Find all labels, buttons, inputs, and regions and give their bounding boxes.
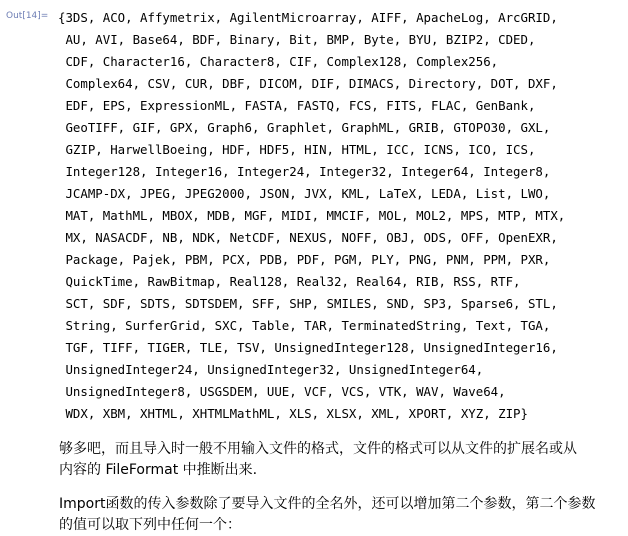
- output-line: TGF, TIFF, TIGER, TLE, TSV, UnsignedInteger128, UnsignedInteger16,: [58, 340, 558, 355]
- output-line: MX, NASACDF, NB, NDK, NetCDF, NEXUS, NOFF, OBJ, ODS, OFF, OpenEXR,: [58, 230, 558, 245]
- output-line: Integer128, Integer16, Integer24, Integer32, Integer64, Integer8,: [58, 164, 551, 179]
- paragraph-line: Import函数的传入参数除了要导入文件的全名外，还可以增加第二个参数，第二个参数: [59, 496, 596, 512]
- import-formats-output: [58, 7, 623, 425]
- output-line: {3DS, ACO, Affymetrix, AgilentMicroarray, AIFF, ApacheLog, ArcGRID,: [58, 10, 558, 25]
- paragraph-format-inference: [59, 439, 624, 481]
- output-line: UnsignedInteger8, USGSDEM, UUE, VCF, VCS, VTK, WAV, Wave64,: [58, 384, 506, 399]
- output-line: MAT, MathML, MBOX, MDB, MGF, MIDI, MMCIF, MOL, MOL2, MPS, MTP, MTX,: [58, 208, 566, 223]
- output-line: EDF, EPS, ExpressionML, FASTA, FASTQ, FCS, FITS, FLAC, GenBank,: [58, 98, 536, 113]
- paragraph-import-arguments: [59, 494, 624, 536]
- output-line: SCT, SDF, SDTS, SDTSDEM, SFF, SHP, SMILES, SND, SP3, Sparse6, STL,: [58, 296, 558, 311]
- paragraph-line: 内容的 FileFormat 中推断出来.: [59, 462, 258, 478]
- output-line: GeoTIFF, GIF, GPX, Graph6, Graphlet, GraphML, GRIB, GTOPO30, GXL,: [58, 120, 551, 135]
- output-line: CDF, Character16, Character8, CIF, Complex128, Complex256,: [58, 54, 499, 69]
- output-line: Package, Pajek, PBM, PCX, PDB, PDF, PGM, PLY, PNG, PNM, PPM, PXR,: [58, 252, 551, 267]
- output-line: String, SurferGrid, SXC, Table, TAR, TerminatedString, Text, TGA,: [58, 318, 551, 333]
- paragraph-line: 的值可以取下列中任何一个：: [59, 517, 241, 533]
- output-line: GZIP, HarwellBoeing, HDF, HDF5, HIN, HTML, ICC, ICNS, ICO, ICS,: [58, 142, 536, 157]
- output-line: AU, AVI, Base64, BDF, Binary, Bit, BMP, Byte, BYU, BZIP2, CDED,: [58, 32, 536, 47]
- output-line: JCAMP-DX, JPEG, JPEG2000, JSON, JVX, KML, LaTeX, LEDA, List, LWO,: [58, 186, 551, 201]
- output-line: UnsignedInteger24, UnsignedInteger32, UnsignedInteger64,: [58, 362, 484, 377]
- paragraph-line: 够多吧，而且导入时一般不用输入文件的格式，文件的格式可以从文件的扩展名或从: [59, 441, 577, 457]
- output-line: QuickTime, RawBitmap, Real128, Real32, Real64, RIB, RSS, RTF,: [58, 274, 521, 289]
- output-line: WDX, XBM, XHTML, XHTMLMathML, XLS, XLSX, XML, XPORT, XYZ, ZIP}: [58, 406, 528, 421]
- output-cell-label: Out[14]=: [6, 11, 49, 21]
- output-line: Complex64, CSV, CUR, DBF, DICOM, DIF, DIMACS, Directory, DOT, DXF,: [58, 76, 558, 91]
